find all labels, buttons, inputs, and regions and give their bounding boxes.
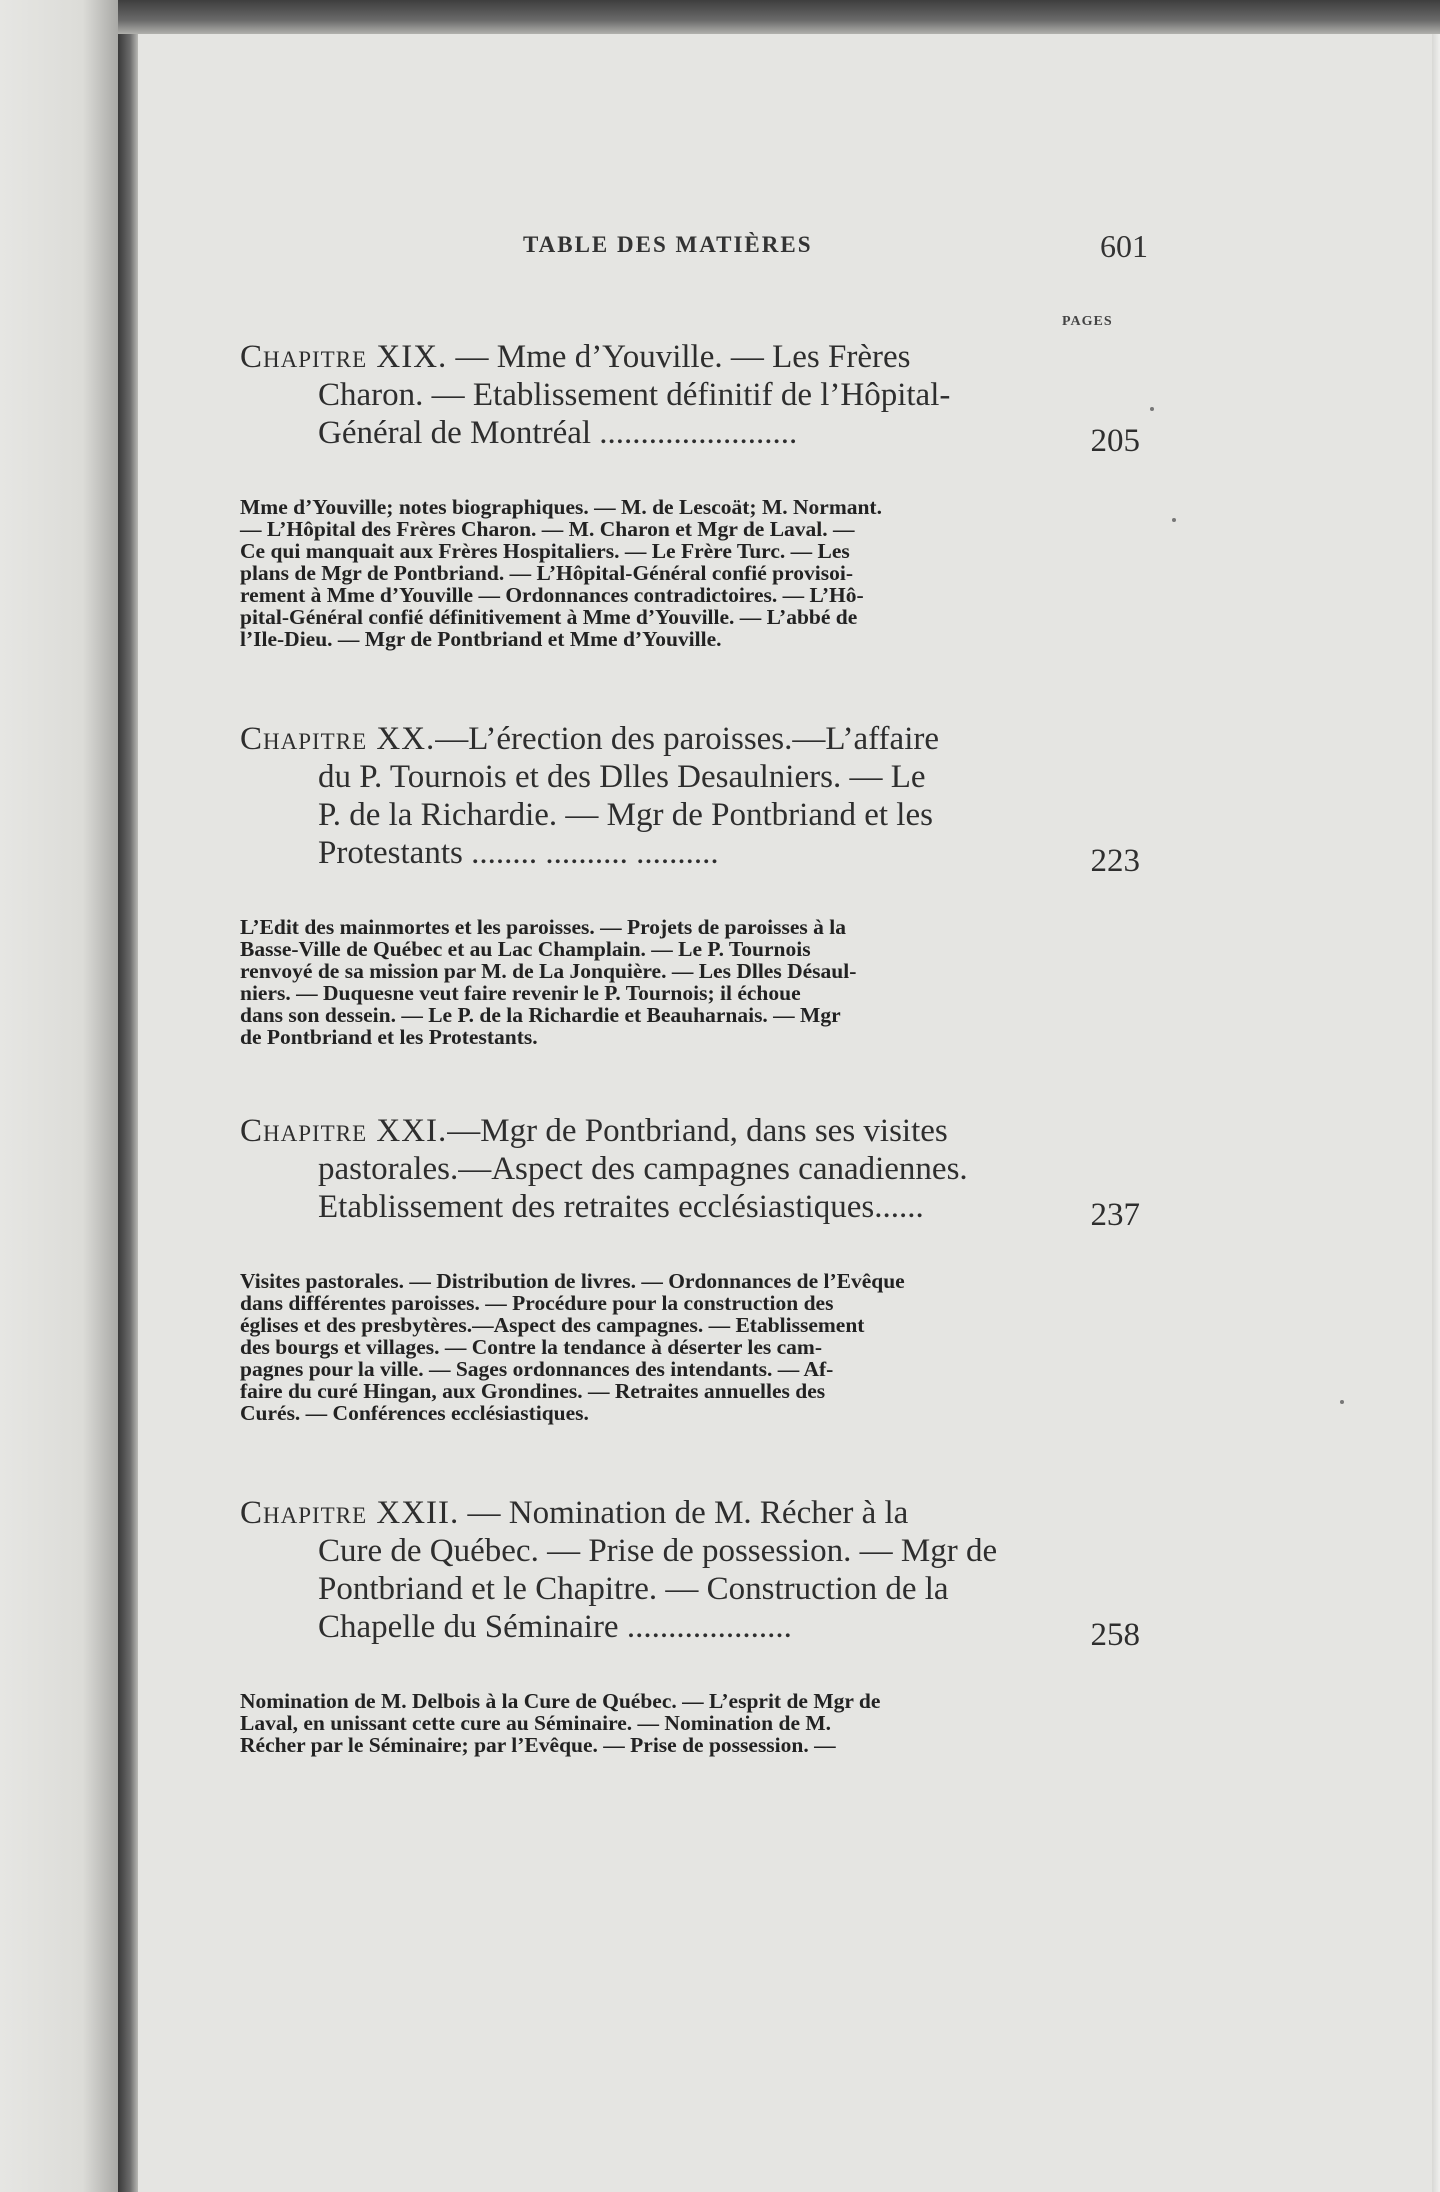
page-right-edge xyxy=(1432,34,1440,2192)
summary-line: faire du curé Hingan, aux Grondines. — Retraites annuelles des xyxy=(240,1379,826,1403)
book-gutter xyxy=(118,0,138,2192)
chapter-line: Chapelle du Séminaire .................... xyxy=(318,1609,792,1645)
summary-line: églises et des presbytères.—Aspect des campagnes. — Etablissement xyxy=(240,1313,865,1337)
summary-line: L’Edit des mainmortes et les paroisses. — Projets de paroisses à la xyxy=(240,915,846,939)
chapter-page-number: 258 xyxy=(1090,1617,1140,1653)
chapter-line: Général de Montréal ........................ xyxy=(318,415,798,451)
toc-entry-chapter-21 xyxy=(240,1112,1140,1424)
summary-line: Laval, en unissant cette cure au Séminaire. — Nomination de M. xyxy=(240,1711,832,1735)
scan-speck xyxy=(1340,1400,1344,1404)
summary-line: dans son dessein. — Le P. de la Richardie et Beauharnais. — Mgr xyxy=(240,1003,841,1027)
summary-line: rement à Mme d’Youville — Ordonnances contradictoires. — L’Hô- xyxy=(240,583,864,607)
chapter-summary xyxy=(240,496,1140,650)
chapter-line: pastorales.—Aspect des campagnes canadiennes. xyxy=(318,1151,968,1187)
left-page-edge xyxy=(0,0,118,2192)
toc-entry-chapter-20 xyxy=(240,720,1140,1048)
summary-line: de Pontbriand et les Protestants. xyxy=(240,1025,538,1049)
chapter-line: Etablissement des retraites ecclésiastiques...... xyxy=(318,1189,924,1225)
chapter-heading xyxy=(240,1112,1140,1233)
chapter-line: Chapitre XXI.—Mgr de Pontbriand, dans ses visites xyxy=(240,1113,948,1149)
summary-line: Récher par le Séminaire; par l’Evêque. — Prise de possession. — xyxy=(240,1733,836,1757)
summary-line: Nomination de M. Delbois à la Cure de Québec. — L’esprit de Mgr de xyxy=(240,1689,881,1713)
chapter-line: du P. Tournois et des Dlles Desaulniers. — Le xyxy=(318,759,926,795)
chapter-summary xyxy=(240,916,1140,1048)
running-title: TABLE DES MATIÈRES xyxy=(523,232,813,257)
toc-entry-chapter-19 xyxy=(240,338,1140,650)
chapter-line: Charon. — Etablissement définitif de l’Hôpital- xyxy=(318,377,951,413)
summary-line: Mme d’Youville; notes biographiques. — M. de Lescoät; M. Normant. xyxy=(240,495,882,519)
summary-line: niers. — Duquesne veut faire revenir le P. Tournois; il échoue xyxy=(240,981,801,1005)
summary-line: Curés. — Conférences ecclésiastiques. xyxy=(240,1401,589,1425)
page-number: 601 xyxy=(1100,228,1148,264)
chapter-page-number: 237 xyxy=(1090,1197,1140,1233)
page-header xyxy=(238,228,1148,268)
scan-speck xyxy=(1150,407,1154,411)
scan-speck xyxy=(1172,518,1176,522)
summary-line: dans différentes paroisses. — Procédure pour la construction des xyxy=(240,1291,834,1315)
chapter-summary xyxy=(240,1270,1140,1424)
summary-line: Basse-Ville de Québec et au Lac Champlain. — Le P. Tournois xyxy=(240,937,811,961)
chapter-summary xyxy=(240,1690,1140,1756)
chapter-line: Protestants ........ .......... .......... xyxy=(318,835,719,871)
scan-top-border xyxy=(118,0,1440,34)
chapter-line: Cure de Québec. — Prise de possession. — Mgr de xyxy=(318,1533,998,1569)
chapter-line: Chapitre XX.—L’érection des paroisses.—L’affaire xyxy=(240,721,939,757)
chapter-page-number: 223 xyxy=(1090,843,1140,879)
summary-line: Ce qui manquait aux Frères Hospitaliers. — Le Frère Turc. — Les xyxy=(240,539,850,563)
chapter-line: Pontbriand et le Chapitre. — Construction de la xyxy=(318,1571,949,1607)
chapter-line: Chapitre XIX. — Mme d’Youville. — Les Frères xyxy=(240,339,911,375)
chapter-heading xyxy=(240,1494,1140,1653)
pages-column-label: PAGES xyxy=(1062,314,1113,329)
summary-line: pagnes pour la ville. — Sages ordonnances des intendants. — Af- xyxy=(240,1357,834,1381)
summary-line: l’Ile-Dieu. — Mgr de Pontbriand et Mme d’Youville. xyxy=(240,627,722,651)
chapter-heading xyxy=(240,338,1140,459)
chapter-line: Chapitre XXII. — Nomination de M. Récher à la xyxy=(240,1495,909,1531)
chapter-line: P. de la Richardie. — Mgr de Pontbriand et les xyxy=(318,797,933,833)
summary-line: plans de Mgr de Pontbriand. — L’Hôpital-Général confié provisoi- xyxy=(240,561,853,585)
summary-line: renvoyé de sa mission par M. de La Jonquière. — Les Dlles Désaul- xyxy=(240,959,857,983)
summary-line: des bourgs et villages. — Contre la tendance à déserter les cam- xyxy=(240,1335,823,1359)
chapter-heading xyxy=(240,720,1140,879)
summary-line: Visites pastorales. — Distribution de livres. — Ordonnances de l’Evêque xyxy=(240,1269,905,1293)
summary-line: — L’Hôpital des Frères Charon. — M. Charon et Mgr de Laval. — xyxy=(240,517,855,541)
chapter-page-number: 205 xyxy=(1090,423,1140,459)
toc-entry-chapter-22 xyxy=(240,1494,1140,1756)
summary-line: pital-Général confié définitivement à Mme d’Youville. — L’abbé de xyxy=(240,605,858,629)
